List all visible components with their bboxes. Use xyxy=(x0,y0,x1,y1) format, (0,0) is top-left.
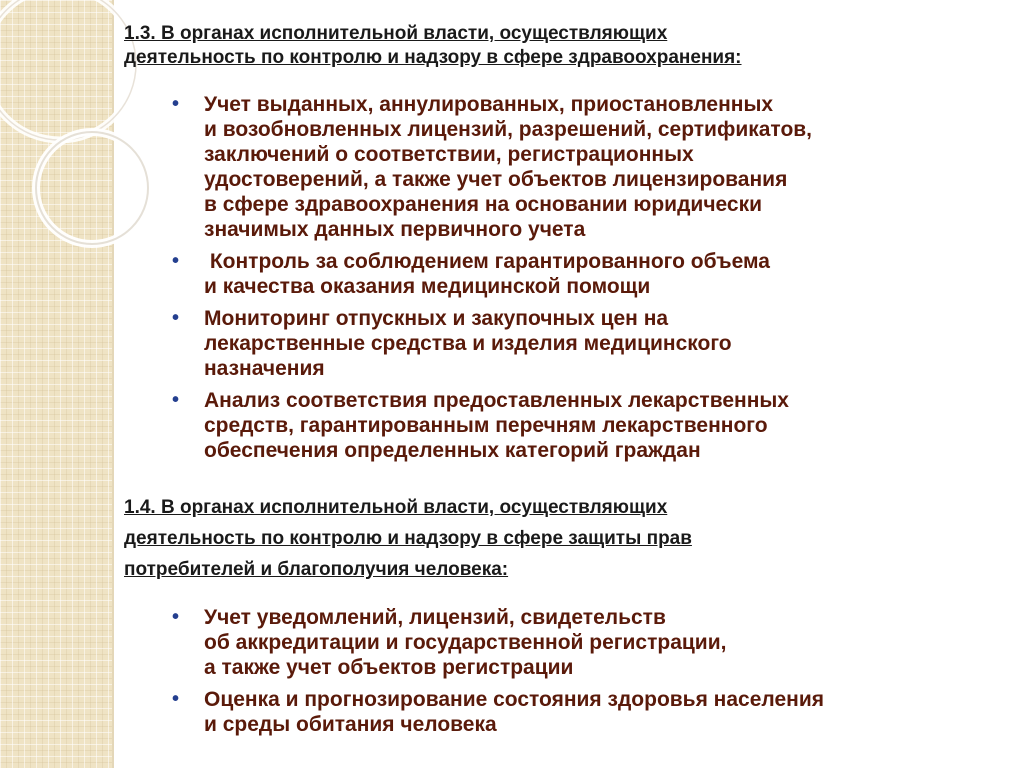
list-item-line: Оценка и прогнозирование состояния здоровья населения xyxy=(204,688,824,711)
bullet-icon: • xyxy=(172,93,180,115)
bullet-icon: • xyxy=(172,389,180,411)
list-item-line: и качества оказания медицинской помощи xyxy=(204,275,651,298)
list-item-line: Анализ соответствия предоставленных лекарственных xyxy=(204,389,789,412)
list-item-line: а также учет объектов регистрации xyxy=(204,656,574,679)
list-item xyxy=(124,306,1004,381)
bullet-list-1-3 xyxy=(124,92,1004,463)
section-heading-1-4 xyxy=(124,492,1004,585)
list-item xyxy=(124,388,1004,463)
list-item xyxy=(124,92,1004,242)
list-item xyxy=(124,605,1004,680)
bullet-icon: • xyxy=(172,688,180,710)
heading-line: деятельность по контролю и надзору в сфере здравоохранения: xyxy=(124,47,742,68)
list-item-line: назначения xyxy=(204,357,325,380)
list-item-line: лекарственные средства и изделия медицинского xyxy=(204,332,732,355)
section-heading-1-3 xyxy=(124,22,1004,70)
list-item-line: Учет выданных, аннулированных, приостановленных xyxy=(204,93,774,116)
list-item-line: и возобновленных лицензий, разрешений, сертификатов, xyxy=(204,118,813,141)
list-item-line: Контроль за соблюдением гарантированного объема xyxy=(204,250,770,273)
bullet-icon: • xyxy=(172,606,180,628)
list-item-line: обеспечения определенных категорий граждан xyxy=(204,439,701,462)
slide-content xyxy=(124,22,1004,744)
list-item xyxy=(124,249,1004,299)
list-item-line: Учет уведомлений, лицензий, свидетельств xyxy=(204,606,666,629)
list-item-line: удостоверений, а также учет объектов лицензирования xyxy=(204,168,788,191)
bullet-icon: • xyxy=(172,250,180,272)
list-item-line: Мониторинг отпускных и закупочных цен на xyxy=(204,307,669,330)
bullet-icon: • xyxy=(172,307,180,329)
heading-line: 1.3. В органах исполнительной власти, осуществляющих xyxy=(124,23,668,44)
list-item-line: заключений о соответствии, регистрационных xyxy=(204,143,694,166)
list-item-line: и среды обитания человека xyxy=(204,713,497,736)
list-item-line: средств, гарантированным перечням лекарственного xyxy=(204,414,768,437)
heading-line: 1.4. В органах исполнительной власти, осуществляющих xyxy=(124,497,668,518)
list-item-line: об аккредитации и государственной регистрации, xyxy=(204,631,727,654)
bullet-list-1-4 xyxy=(124,605,1004,737)
heading-line: деятельность по контролю и надзору в сфере защиты прав xyxy=(124,528,692,549)
list-item xyxy=(124,687,1004,737)
heading-line: потребителей и благополучия человека: xyxy=(124,559,509,580)
list-item-line: в сфере здравоохранения на основании юридически xyxy=(204,193,763,216)
list-item-line: значимых данных первичного учета xyxy=(204,218,586,241)
